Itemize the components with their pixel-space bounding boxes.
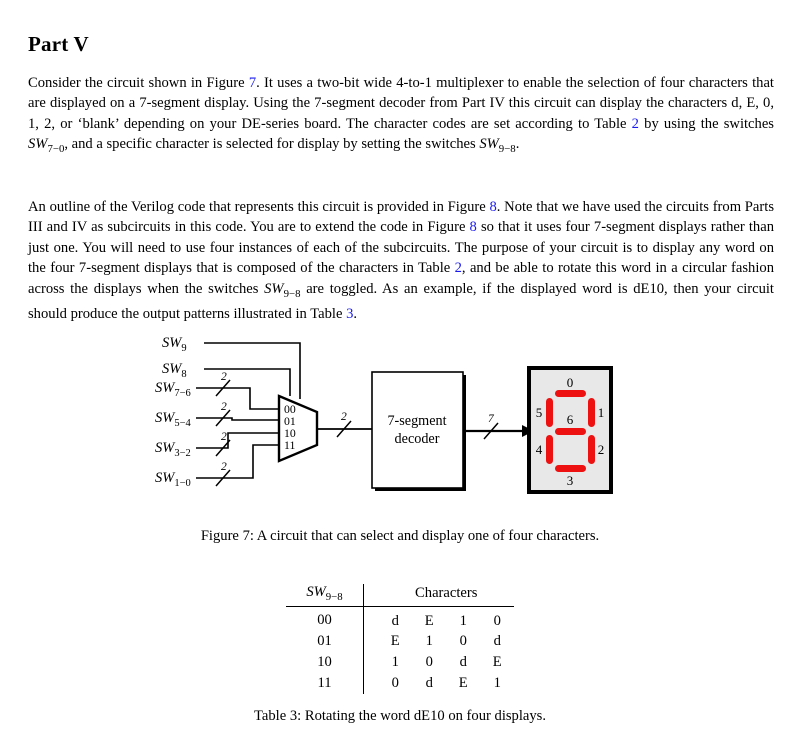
mux-select-labels xyxy=(284,402,296,452)
table-cell-character: 1 xyxy=(459,612,467,629)
input-label-sw76-text: $SW_{7-6}$ xyxy=(155,380,191,399)
segment-number-6: 6 xyxy=(566,412,574,427)
signal-subscript: 9−8 xyxy=(283,287,301,300)
text-run: , and be able to rotate this word in a circular fashion across the displays when the switches xyxy=(28,260,774,297)
decoder-label-line2: decoder xyxy=(394,431,440,447)
table-row xyxy=(286,673,515,694)
text-run: are toggled. As an example, if the displayed word is dE10, then your circuit should produce the output patterns illustrated in Table xyxy=(28,280,774,322)
segment-number-5: 5 xyxy=(535,405,543,420)
wire-sw76 xyxy=(196,388,279,409)
table-cell-character: 0 xyxy=(459,632,467,649)
table-cell-select: 11 xyxy=(317,674,332,691)
input-label-sw10 xyxy=(155,470,191,489)
signal-subscript: 9−8 xyxy=(498,143,516,155)
table-cell-character: E xyxy=(424,612,434,629)
bus-width-sw32: 2 xyxy=(221,431,227,443)
input-label-sw8-text: $SW_8$ xyxy=(162,361,187,380)
segment-1-top-right xyxy=(588,398,595,427)
segment-3-bottom xyxy=(555,465,586,472)
segment-2-bottom-right xyxy=(588,435,595,464)
table-cell-character: d xyxy=(425,674,433,691)
segment-number-3: 3 xyxy=(566,473,574,488)
bus-width-sw10: 2 xyxy=(221,461,227,473)
paragraph-verilog xyxy=(28,197,774,325)
input-label-sw9-text: $SW_9$ xyxy=(162,335,187,354)
table-body xyxy=(286,606,515,694)
wire-sw54 xyxy=(196,418,279,420)
table-cell-characters xyxy=(364,631,515,652)
segment-number-1: 1 xyxy=(597,405,605,420)
table-row xyxy=(286,631,515,652)
table-header-characters: Characters xyxy=(364,584,515,606)
wire-sw9 xyxy=(204,343,300,399)
table-cell-character: E xyxy=(458,674,468,691)
table-header-row xyxy=(286,584,515,606)
input-label-sw54 xyxy=(155,410,192,429)
table-cell-character: 0 xyxy=(391,674,399,691)
table-cell-characters xyxy=(364,652,515,673)
cross-reference-link[interactable]: 7 xyxy=(248,74,257,91)
table-row xyxy=(286,652,515,673)
decoder-label-line1: 7-segment xyxy=(387,413,447,429)
rotation-table-wrap xyxy=(0,584,800,694)
segment-number-0: 0 xyxy=(566,375,574,390)
text-run: An outline of the Verilog code that represents this circuit is provided in Figure xyxy=(28,198,490,215)
paragraph-intro xyxy=(28,73,774,160)
table-cell-character: 0 xyxy=(493,612,501,629)
bus-width-sw76: 2 xyxy=(221,371,227,383)
table-cell-character: E xyxy=(390,632,400,649)
input-label-sw8 xyxy=(162,361,187,380)
table-header-select: $SW_{9-8}$ xyxy=(286,584,364,606)
table-cell-characters xyxy=(364,673,515,694)
table-cell-character: d xyxy=(459,653,467,670)
text-run: Consider the circuit shown in Figure xyxy=(28,74,249,91)
segment-5-top-left xyxy=(546,398,553,427)
table-row xyxy=(286,606,515,631)
signal-name: SW xyxy=(479,136,499,153)
text-run: . Note that we have used the circuits from Parts III and IV as subcircuits in this code. You are to extend the code in Figure xyxy=(28,198,774,236)
cross-reference-link[interactable]: 3 xyxy=(346,306,354,322)
signal-name: SW xyxy=(264,280,284,297)
cross-reference-link[interactable]: 2 xyxy=(631,115,639,132)
bus-width-decoder-output: 7 xyxy=(488,413,494,425)
signal-subscript: 7−0 xyxy=(47,143,65,155)
mux-label-00: 00 xyxy=(284,402,296,416)
table-cell-character: 0 xyxy=(425,653,433,670)
table-cell-character: 1 xyxy=(391,653,399,670)
table-cell-select: 10 xyxy=(317,653,332,670)
bus-width-mux-output: 2 xyxy=(341,411,347,423)
segment-number-4: 4 xyxy=(535,442,543,457)
table-caption: Table 3: Rotating the word dE10 on four displays. xyxy=(253,708,547,724)
text-run: . xyxy=(515,136,520,153)
decoder-box xyxy=(372,372,463,488)
select-wires xyxy=(204,343,300,399)
input-label-sw32-text: $SW_{3-2}$ xyxy=(155,440,191,459)
table-cell-character: 1 xyxy=(425,632,433,649)
text-run: . It uses a two-bit wide 4-to-1 multiplexer to enable the selection of four characters that are displayed on a 7-segment display. Using the 7-segment decoder from Part IV this circuit can display the characters d, E, 0, 1, 2, or ‘blank’ depending on your DE-series board. The character codes are set according to Table xyxy=(28,74,774,132)
mux-label-01: 01 xyxy=(284,414,296,428)
segment-6-middle xyxy=(555,428,586,435)
table-cell-character: d xyxy=(391,612,399,629)
circuit-figure xyxy=(0,318,800,508)
table-cell-character: E xyxy=(492,653,502,670)
text-run: , and a specific character is selected for display by setting the switches xyxy=(64,136,480,153)
input-label-sw9 xyxy=(162,335,187,354)
segment-0-top xyxy=(555,390,586,397)
text-run: by using the switches xyxy=(638,115,774,132)
input-label-sw32 xyxy=(155,440,191,459)
cross-reference-link[interactable]: 8 xyxy=(469,219,477,236)
cross-reference-link[interactable]: 2 xyxy=(454,260,462,277)
table-cell-character: 1 xyxy=(493,674,501,691)
table-cell-select: 00 xyxy=(317,611,332,628)
signal-name: SW xyxy=(28,136,48,153)
bus-width-sw54: 2 xyxy=(221,401,227,413)
table-cell-character: d xyxy=(493,632,501,649)
mux-label-10: 10 xyxy=(284,426,296,440)
wire-sw8 xyxy=(204,369,290,396)
figure-caption: Figure 7: A circuit that can select and display one of four characters. xyxy=(200,528,600,544)
cross-reference-link[interactable]: 8 xyxy=(489,198,497,215)
mux-label-11: 11 xyxy=(284,438,296,452)
rotation-table xyxy=(286,584,515,694)
page-title: Part V xyxy=(28,32,89,57)
text-run: so that it uses four 7-segment displays rather than just one. You will need to use four instances of each of the subcircuits. The purpose of your circuit is to display any word on the four 7-segment displays that is composed of the characters in Table xyxy=(28,219,774,277)
wire-sw10 xyxy=(196,445,279,478)
segment-4-bottom-left xyxy=(546,435,553,464)
data-wires xyxy=(196,388,279,478)
segment-number-2: 2 xyxy=(597,442,605,457)
table-cell-characters xyxy=(364,606,515,631)
text-run: . xyxy=(353,306,358,322)
table-cell-select: 01 xyxy=(317,632,332,649)
input-label-sw76 xyxy=(155,380,191,399)
input-label-sw54-text: $SW_{5-4}$ xyxy=(155,410,191,429)
input-label-sw10-text: $SW_{1-0}$ xyxy=(155,470,191,489)
